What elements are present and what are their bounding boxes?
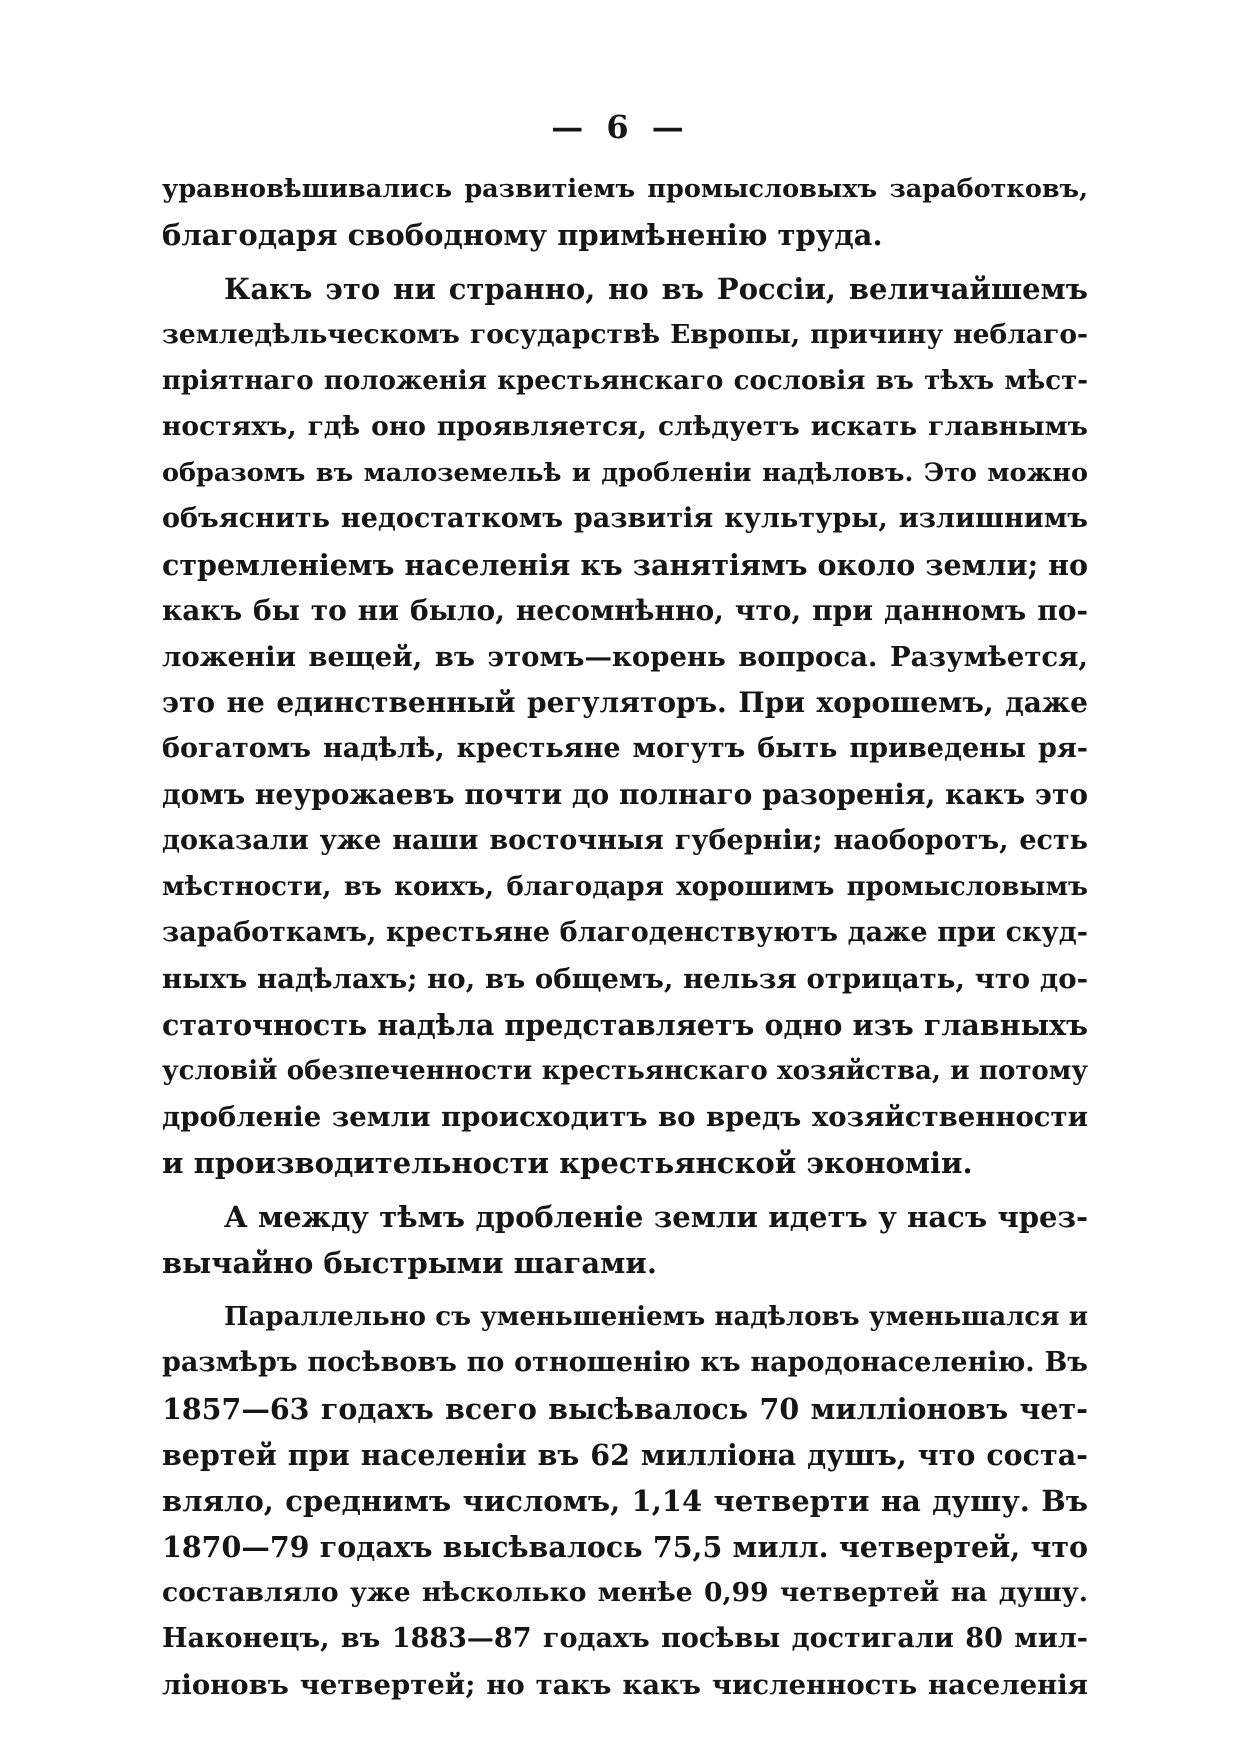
text-line: ліоновъ четвертей; но такъ какъ численность населенія [162,1669,1088,1701]
text-line: образомъ въ малоземельѣ и дробленіи надѣловъ. Это можно [162,458,1088,488]
text-line: пріятнаго положенія крестьянскаго сословія въ тѣхъ мѣст- [162,366,1088,396]
text-line: богатомъ надѣлѣ, крестьяне могутъ быть приведены ря- [162,733,1088,764]
paragraph [162,266,1088,1186]
text-line: это не единственный регуляторъ. При хорошемъ, даже [162,686,1088,719]
text-line: Наконецъ, въ 1883—87 годахъ посѣвы достигали 80 мил- [162,1623,1088,1654]
text-line: мѣстности, въ коихъ, благодаря хорошимъ промысловымъ [162,872,1088,902]
paragraph-gap [162,258,1088,266]
text-line: какъ бы то ни было, несомнѣнно, что, при данномъ по- [162,594,1088,627]
paragraph [162,1194,1088,1286]
paragraph-gap [162,1286,1088,1294]
text-line: А между тѣмъ дробленіе земли идетъ у насъ чрез- [224,1200,1088,1234]
text-line: стремленіемъ населенія къ занятіямъ около земли; но [162,548,1088,582]
text-line: и производительности крестьянской экономіи. [162,1146,973,1180]
text-line: ныхъ надѣлахъ; но, въ общемъ, нельзя отрицать, что до- [162,963,1088,995]
text-line: 1857—63 годахъ всего высѣвалось 70 милліоновъ чет- [162,1392,1088,1426]
text-line: 1870—79 годахъ высѣвалось 75,5 милл. четвертей, что [162,1530,1088,1564]
paragraph [162,166,1088,258]
text-line: Параллельно съ уменьшеніемъ надѣловъ уменьшался и [224,1302,1088,1332]
text-line: объяснить недостаткомъ развитія культуры, излишнимъ [162,503,1088,534]
text-line: доказали уже наши восточныя губерніи; наоборотъ, есть [162,825,1088,856]
text-line: составляло уже нѣсколько менѣе 0,99 четвертей на душу. [162,1577,1088,1608]
paragraph-gap [162,1186,1088,1194]
text-line: благодаря свободному примѣненію труда. [162,218,883,252]
text-line: статочность надѣла представляетъ одно изъ главныхъ [162,1008,1088,1042]
paragraph [162,1294,1088,1708]
text-line: вляло, среднимъ числомъ, 1,14 четверти на душу. Въ [162,1484,1088,1518]
text-line: земледѣльческомъ государствѣ Европы, причину неблаго- [162,319,1088,350]
text-line: дробленіе земли происходитъ во вредъ хозяйственности [162,1101,1088,1133]
text-line: уравновѣшивались развитіемъ промысловыхъ заработковъ, [162,174,1088,204]
body-text [162,166,1088,1708]
text-line: условій обезпеченности крестьянскаго хозяйства, и потому [162,1056,1088,1086]
text-line: ложеніи вещей, въ этомъ—корень вопроса. Разумѣется, [162,641,1088,673]
text-line: домъ неурожаевъ почти до полнаго разоренія, какъ это [162,778,1088,811]
text-line: заработкамъ, крестьяне благоденствуютъ даже при скуд- [162,917,1088,948]
text-line: ностяхъ, гдѣ оно проявляется, слѣдуетъ искать главнымъ [162,411,1088,442]
page-number: — 6 — [551,108,690,146]
text-line: размѣръ посѣвовъ по отношенію къ народонаселенію. Въ [162,1347,1088,1378]
text-line: вычайно быстрыми шагами. [162,1246,657,1280]
text-line: Какъ это ни странно, но въ Россіи, величайшемъ [224,272,1088,306]
text-line: вертей при населеніи въ 62 милліона душъ, что соста- [162,1438,1088,1472]
